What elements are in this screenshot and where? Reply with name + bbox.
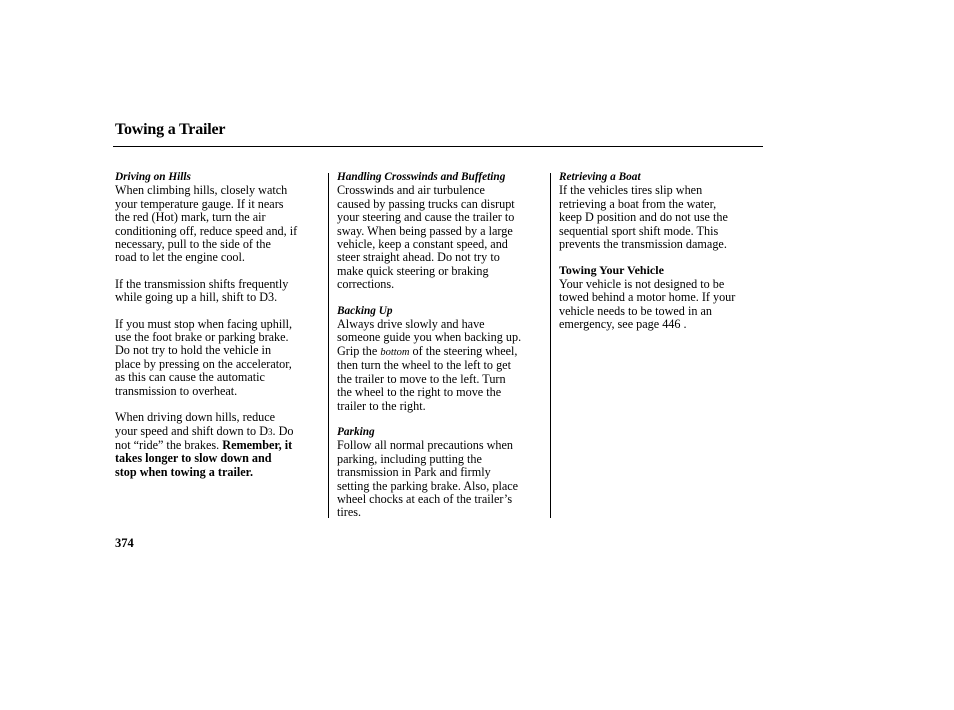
text-line: make quick steering or braking bbox=[337, 263, 489, 278]
text-line: Crosswinds and air turbulence bbox=[337, 183, 485, 198]
paragraph-retrieving-boat bbox=[559, 184, 764, 251]
text-line: setting the parking brake. Also, place bbox=[337, 478, 519, 493]
text-line: while going up a hill, shift to D3. bbox=[115, 290, 278, 305]
text-line: When driving down hills, reduce bbox=[115, 410, 276, 425]
column-divider-1 bbox=[328, 173, 329, 518]
text-line: the red (Hot) mark, turn the air bbox=[115, 210, 266, 225]
section-heading-driving-on-hills: Driving on Hills bbox=[115, 171, 191, 183]
text-line: the wheel to the right to move the bbox=[337, 385, 502, 400]
text-line: vehicle, keep a constant speed, and bbox=[337, 237, 508, 252]
section-heading-retrieving-boat: Retrieving a Boat bbox=[559, 171, 641, 183]
title-divider bbox=[113, 146, 763, 147]
text-line: transmission in Park and firmly bbox=[337, 465, 491, 480]
text-fragment: 3 bbox=[268, 426, 273, 437]
text-fragment: not “ride” the brakes. bbox=[115, 437, 223, 452]
column-3 bbox=[559, 171, 764, 344]
text-line: When climbing hills, closely watch bbox=[115, 183, 288, 198]
paragraph-stop-uphill bbox=[115, 318, 325, 398]
paragraph-climbing-hills bbox=[115, 184, 325, 264]
paragraph-shifts-frequently bbox=[115, 278, 325, 305]
paragraph-backing-up bbox=[337, 318, 547, 413]
text-line: use the foot brake or parking brake. bbox=[115, 330, 289, 345]
text-line: Follow all normal precautions when bbox=[337, 438, 514, 453]
text-line: sway. When being passed by a large bbox=[337, 223, 513, 238]
text-fragment: Grip the bbox=[337, 343, 381, 358]
text-line: tires. bbox=[337, 505, 362, 520]
text-line: the trailer to move to the left. Turn bbox=[337, 371, 506, 386]
text-line: corrections. bbox=[337, 277, 395, 292]
text-line: towed behind a motor home. If your bbox=[559, 290, 736, 305]
text-line: parking, including putting the bbox=[337, 451, 482, 466]
page-title: Towing a Trailer bbox=[115, 121, 226, 138]
text-line: trailer to the right. bbox=[337, 398, 426, 413]
section-heading-towing-your-vehicle: Towing Your Vehicle bbox=[559, 263, 664, 278]
text-line bbox=[337, 345, 547, 359]
text-line: vehicle needs to be towed in an bbox=[559, 303, 712, 318]
text-line: conditioning off, reduce speed and, if bbox=[115, 223, 298, 238]
text-line: someone guide you when backing up. bbox=[337, 330, 522, 345]
text-line: your steering and cause the trailer to bbox=[337, 210, 515, 225]
text-line: necessary, pull to the side of the bbox=[115, 237, 271, 252]
text-line: keep D position and do not use the bbox=[559, 210, 728, 225]
text-line bbox=[115, 439, 325, 452]
column-2 bbox=[337, 171, 547, 533]
text-line: then turn the wheel to the left to get bbox=[337, 358, 511, 373]
text-line: If you must stop when facing uphill, bbox=[115, 316, 293, 331]
text-line: wheel chocks at each of the trailer’s bbox=[337, 491, 513, 506]
text-line: emergency, see page 446 . bbox=[559, 317, 687, 332]
paragraph-driving-down-hills bbox=[115, 411, 325, 479]
text-fragment: your speed and shift down to D bbox=[115, 423, 268, 438]
warning-text: Remember, it bbox=[222, 437, 293, 452]
text-line: as this can cause the automatic bbox=[115, 370, 265, 385]
text-line: If the vehicles tires slip when bbox=[559, 183, 703, 198]
warning-text: stop when towing a trailer. bbox=[115, 464, 254, 479]
column-divider-2 bbox=[550, 173, 551, 518]
text-line: transmission to overheat. bbox=[115, 383, 238, 398]
text-line: your temperature gauge. If it nears bbox=[115, 196, 284, 211]
paragraph-crosswinds bbox=[337, 184, 547, 291]
text-fragment: . Do bbox=[272, 423, 294, 438]
text-line: place by pressing on the accelerator, bbox=[115, 356, 292, 371]
page-number: 374 bbox=[115, 536, 134, 550]
text-line: road to let the engine cool. bbox=[115, 250, 245, 265]
emphasis-text: bottom bbox=[380, 346, 410, 358]
text-line bbox=[115, 425, 325, 439]
text-line: sequential sport shift mode. This bbox=[559, 223, 719, 238]
text-line: prevents the transmission damage. bbox=[559, 237, 727, 252]
section-heading-crosswinds: Handling Crosswinds and Buffeting bbox=[337, 171, 506, 183]
text-line: retrieving a boat from the water, bbox=[559, 196, 717, 211]
paragraph-towing-your-vehicle bbox=[559, 278, 764, 332]
section-heading-parking: Parking bbox=[337, 425, 375, 438]
text-line: Do not try to hold the vehicle in bbox=[115, 343, 272, 358]
text-fragment: of the steering wheel, bbox=[409, 343, 518, 358]
text-line: steer straight ahead. Do not try to bbox=[337, 250, 500, 265]
column-1 bbox=[115, 171, 325, 492]
text-line: caused by passing trucks can disrupt bbox=[337, 196, 515, 211]
text-line: Always drive slowly and have bbox=[337, 317, 485, 332]
text-line: If the transmission shifts frequently bbox=[115, 276, 289, 291]
paragraph-parking bbox=[337, 439, 547, 519]
text-line: Your vehicle is not designed to be bbox=[559, 276, 725, 291]
section-heading-backing-up: Backing Up bbox=[337, 304, 393, 317]
warning-text: takes longer to slow down and bbox=[115, 451, 272, 466]
